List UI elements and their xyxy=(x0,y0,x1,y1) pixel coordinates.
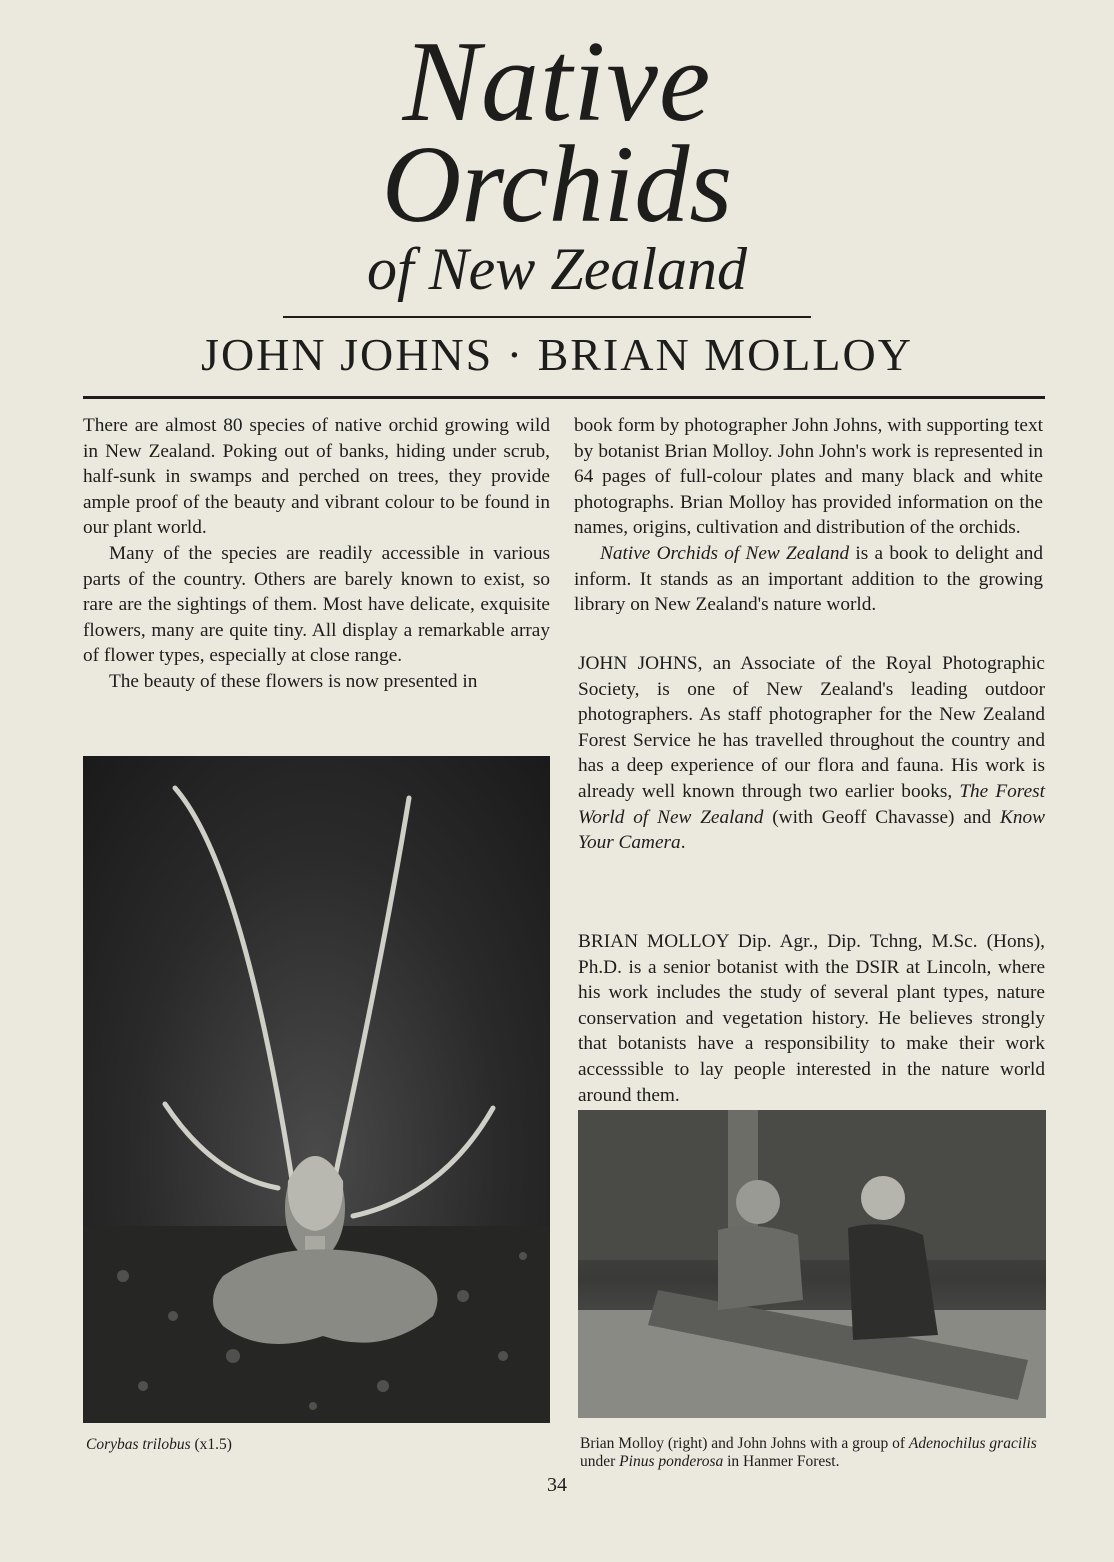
species-paragraph: Many of the species are readily accessible in various parts of the country. Others are barely known to exist, so rare are the sightings of them. Most have delicate, exquisite flowers, many are quite tiny. All display a remarkable array of flower types, especially at close range. xyxy=(83,542,550,667)
delight-paragraph: Native Orchids of New Zealand is a book to delight and inform. It stands as an important addition to the growing library on New Zealand's nature world. xyxy=(574,542,1043,616)
title-divider xyxy=(283,316,811,318)
book-form-paragraph: book form by photographer John Johns, with supporting text by botanist Brian Molloy. John John's work is represented in 64 pages of full-colour plates and many black and white photographs. Brian Molloy has provided information on the names, origins, cultivation and distribution of the orchids. xyxy=(574,415,1043,539)
title-line-of-new-zealand: of New Zealand xyxy=(366,236,747,302)
authors-caption: Brian Molloy (right) and John Johns with a group of Adenochilus gracilis under Pinus ponderosa in Hanmer Forest. xyxy=(580,1435,1037,1470)
orchid-photo xyxy=(83,756,550,1423)
john-johns-bio xyxy=(578,651,1045,856)
page-number: 34 xyxy=(547,1474,567,1496)
authors-illustration xyxy=(578,1110,1046,1418)
title-block xyxy=(0,18,1114,302)
header-rule xyxy=(83,396,1045,399)
title-line-native: Native xyxy=(402,18,712,146)
book-title-italic: Native Orchids of New Zealand xyxy=(600,542,850,564)
know-your-camera-title: Know Your Camera xyxy=(578,806,1046,854)
john-johns-paragraph: JOHN JOHNS, an Associate of the Royal Photographic Society, is one of New Zealand's leading outdoor photographers. As staff photographer for the New Zealand Forest Service he has travelled throughout the country and has a deep experience of our flora and fauna. His work is already well known through two earlier books, The Forest World of New Zealand (with Geoff Chavasse) and Know Your Camera. xyxy=(578,653,1046,854)
title-line-orchids: Orchids xyxy=(381,123,733,245)
orchid-caption: Corybas trilobus (x1.5) xyxy=(86,1436,232,1453)
forest-world-title: The Forest World of New Zealand xyxy=(578,780,1045,828)
brian-molloy-bio xyxy=(578,929,1045,1108)
left-column xyxy=(83,413,550,695)
orchid-illustration xyxy=(83,756,550,1423)
authors-photo xyxy=(578,1110,1046,1418)
right-column-top xyxy=(574,413,1043,618)
brian-molloy-paragraph: BRIAN MOLLOY Dip. Agr., Dip. Tchng, M.Sc. (Hons), Ph.D. is a senior botanist with the DSIR at Lincoln, where his work includes the study of several plant types, nature conservation and vegetation history. He believes strongly that botanists have a responsibility to make their work accesssible to lay people interested in the nature world around them. xyxy=(578,931,1045,1106)
authors-line: JOHN JOHNS · BRIAN MOLLOY xyxy=(201,329,913,380)
presented-paragraph: The beauty of these flowers is now presented in xyxy=(109,670,478,692)
intro-paragraph: There are almost 80 species of native orchid growing wild in New Zealand. Poking out of banks, hiding under scrub, half-sunk in swamps and perched on trees, they provide ample proof of the beauty and vibrant colour to be found in our plant world. xyxy=(83,415,550,539)
